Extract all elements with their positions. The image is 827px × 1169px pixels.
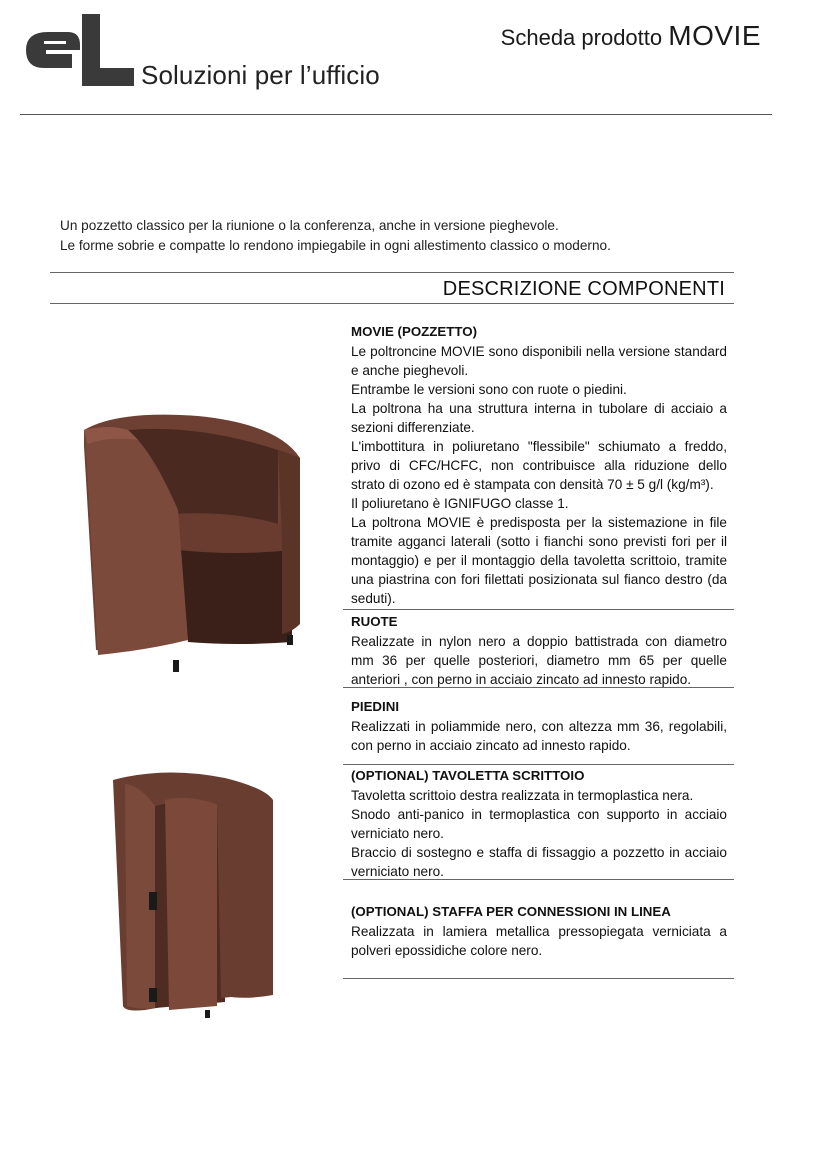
folding-chair-image: [105, 770, 280, 1020]
component-paragraph: Realizzate in nylon nero a doppio battistrada con diametro mm 36 per quelle posteriori, diametro mm 65 per quelle anteriori , con perno in acciaio zincato ad innesto rapido.: [351, 634, 727, 687]
block-divider: [343, 978, 734, 979]
component-block-pozzetto: [351, 322, 727, 608]
component-block-tavoletta: [351, 766, 727, 881]
section-title: DESCRIZIONE COMPONENTI: [442, 278, 725, 300]
component-block-ruote: [351, 612, 727, 689]
component-block-piedini: [351, 697, 727, 755]
block-divider: [343, 609, 734, 610]
component-title: RUOTE: [351, 614, 398, 629]
component-title: (OPTIONAL) TAVOLETTA SCRITTOIO: [351, 768, 585, 783]
intro-line: Le forme sobrie e compatte lo rendono impiegabile in ogni allestimento classico o moderno.: [60, 238, 611, 253]
component-paragraph: Braccio di sostegno e staffa di fissaggio a pozzetto in acciaio verniciato nero.: [351, 845, 727, 879]
component-paragraph: Le poltroncine MOVIE sono disponibili nella versione standard e anche pieghevoli.: [351, 344, 727, 378]
section-rule-bottom: [50, 303, 734, 304]
component-paragraph: Realizzati in poliammide nero, con altezza mm 36, regolabili, con perno in acciaio zincato ad innesto rapido.: [351, 719, 727, 753]
component-paragraph: Il poliuretano è IGNIFUGO classe 1.: [351, 496, 569, 511]
component-title: (OPTIONAL) STAFFA PER CONNESSIONI IN LINEA: [351, 904, 671, 919]
header-divider: [20, 114, 772, 115]
block-divider: [343, 879, 734, 880]
product-name: MOVIE: [668, 20, 761, 51]
company-tagline: Soluzioni per l’ufficio: [141, 60, 380, 90]
component-paragraph: La poltrona MOVIE è predisposta per la sistemazione in file tramite agganci laterali (sotto i fianchi sono previsti fori per il montaggio) e per il montaggio della tavoletta scrittoio, tramite una piastrina con fori filettati posizionata sul fianco destro (da seduti).: [351, 515, 727, 606]
block-divider: [343, 764, 734, 765]
armchair-image: [78, 410, 308, 678]
component-block-staffa: [351, 902, 727, 960]
company-logo: [22, 14, 134, 86]
component-paragraph: La poltrona ha una struttura interna in tubolare di acciaio a sezioni differenziate.: [351, 401, 727, 435]
document-title: [501, 20, 761, 52]
component-paragraph: Realizzata in lamiera metallica pressopiegata verniciata a polveri epossidiche colore nero.: [351, 924, 727, 958]
intro-text: [60, 216, 760, 256]
component-paragraph: Tavoletta scrittoio destra realizzata in termoplastica nera.: [351, 788, 694, 803]
document-title-prefix: Scheda prodotto: [500, 25, 663, 50]
component-title: PIEDINI: [351, 699, 400, 714]
component-paragraph: Snodo anti-panico in termoplastica con supporto in acciaio verniciato nero.: [351, 807, 727, 841]
component-paragraph: Entrambe le versioni sono con ruote o piedini.: [351, 382, 627, 397]
block-divider: [343, 687, 734, 688]
component-title: MOVIE (POZZETTO): [351, 324, 478, 339]
intro-line: Un pozzetto classico per la riunione o la conferenza, anche in versione pieghevole.: [60, 218, 559, 233]
section-rule-top: [50, 272, 734, 273]
component-paragraph: L'imbottitura in poliuretano "flessibile" schiumato a freddo, privo di CFC/HCFC, non contribuisce alla riduzione dello strato di ozono ed è stampata con densità 70 ± 5 g/l (kg/m³).: [351, 439, 727, 492]
